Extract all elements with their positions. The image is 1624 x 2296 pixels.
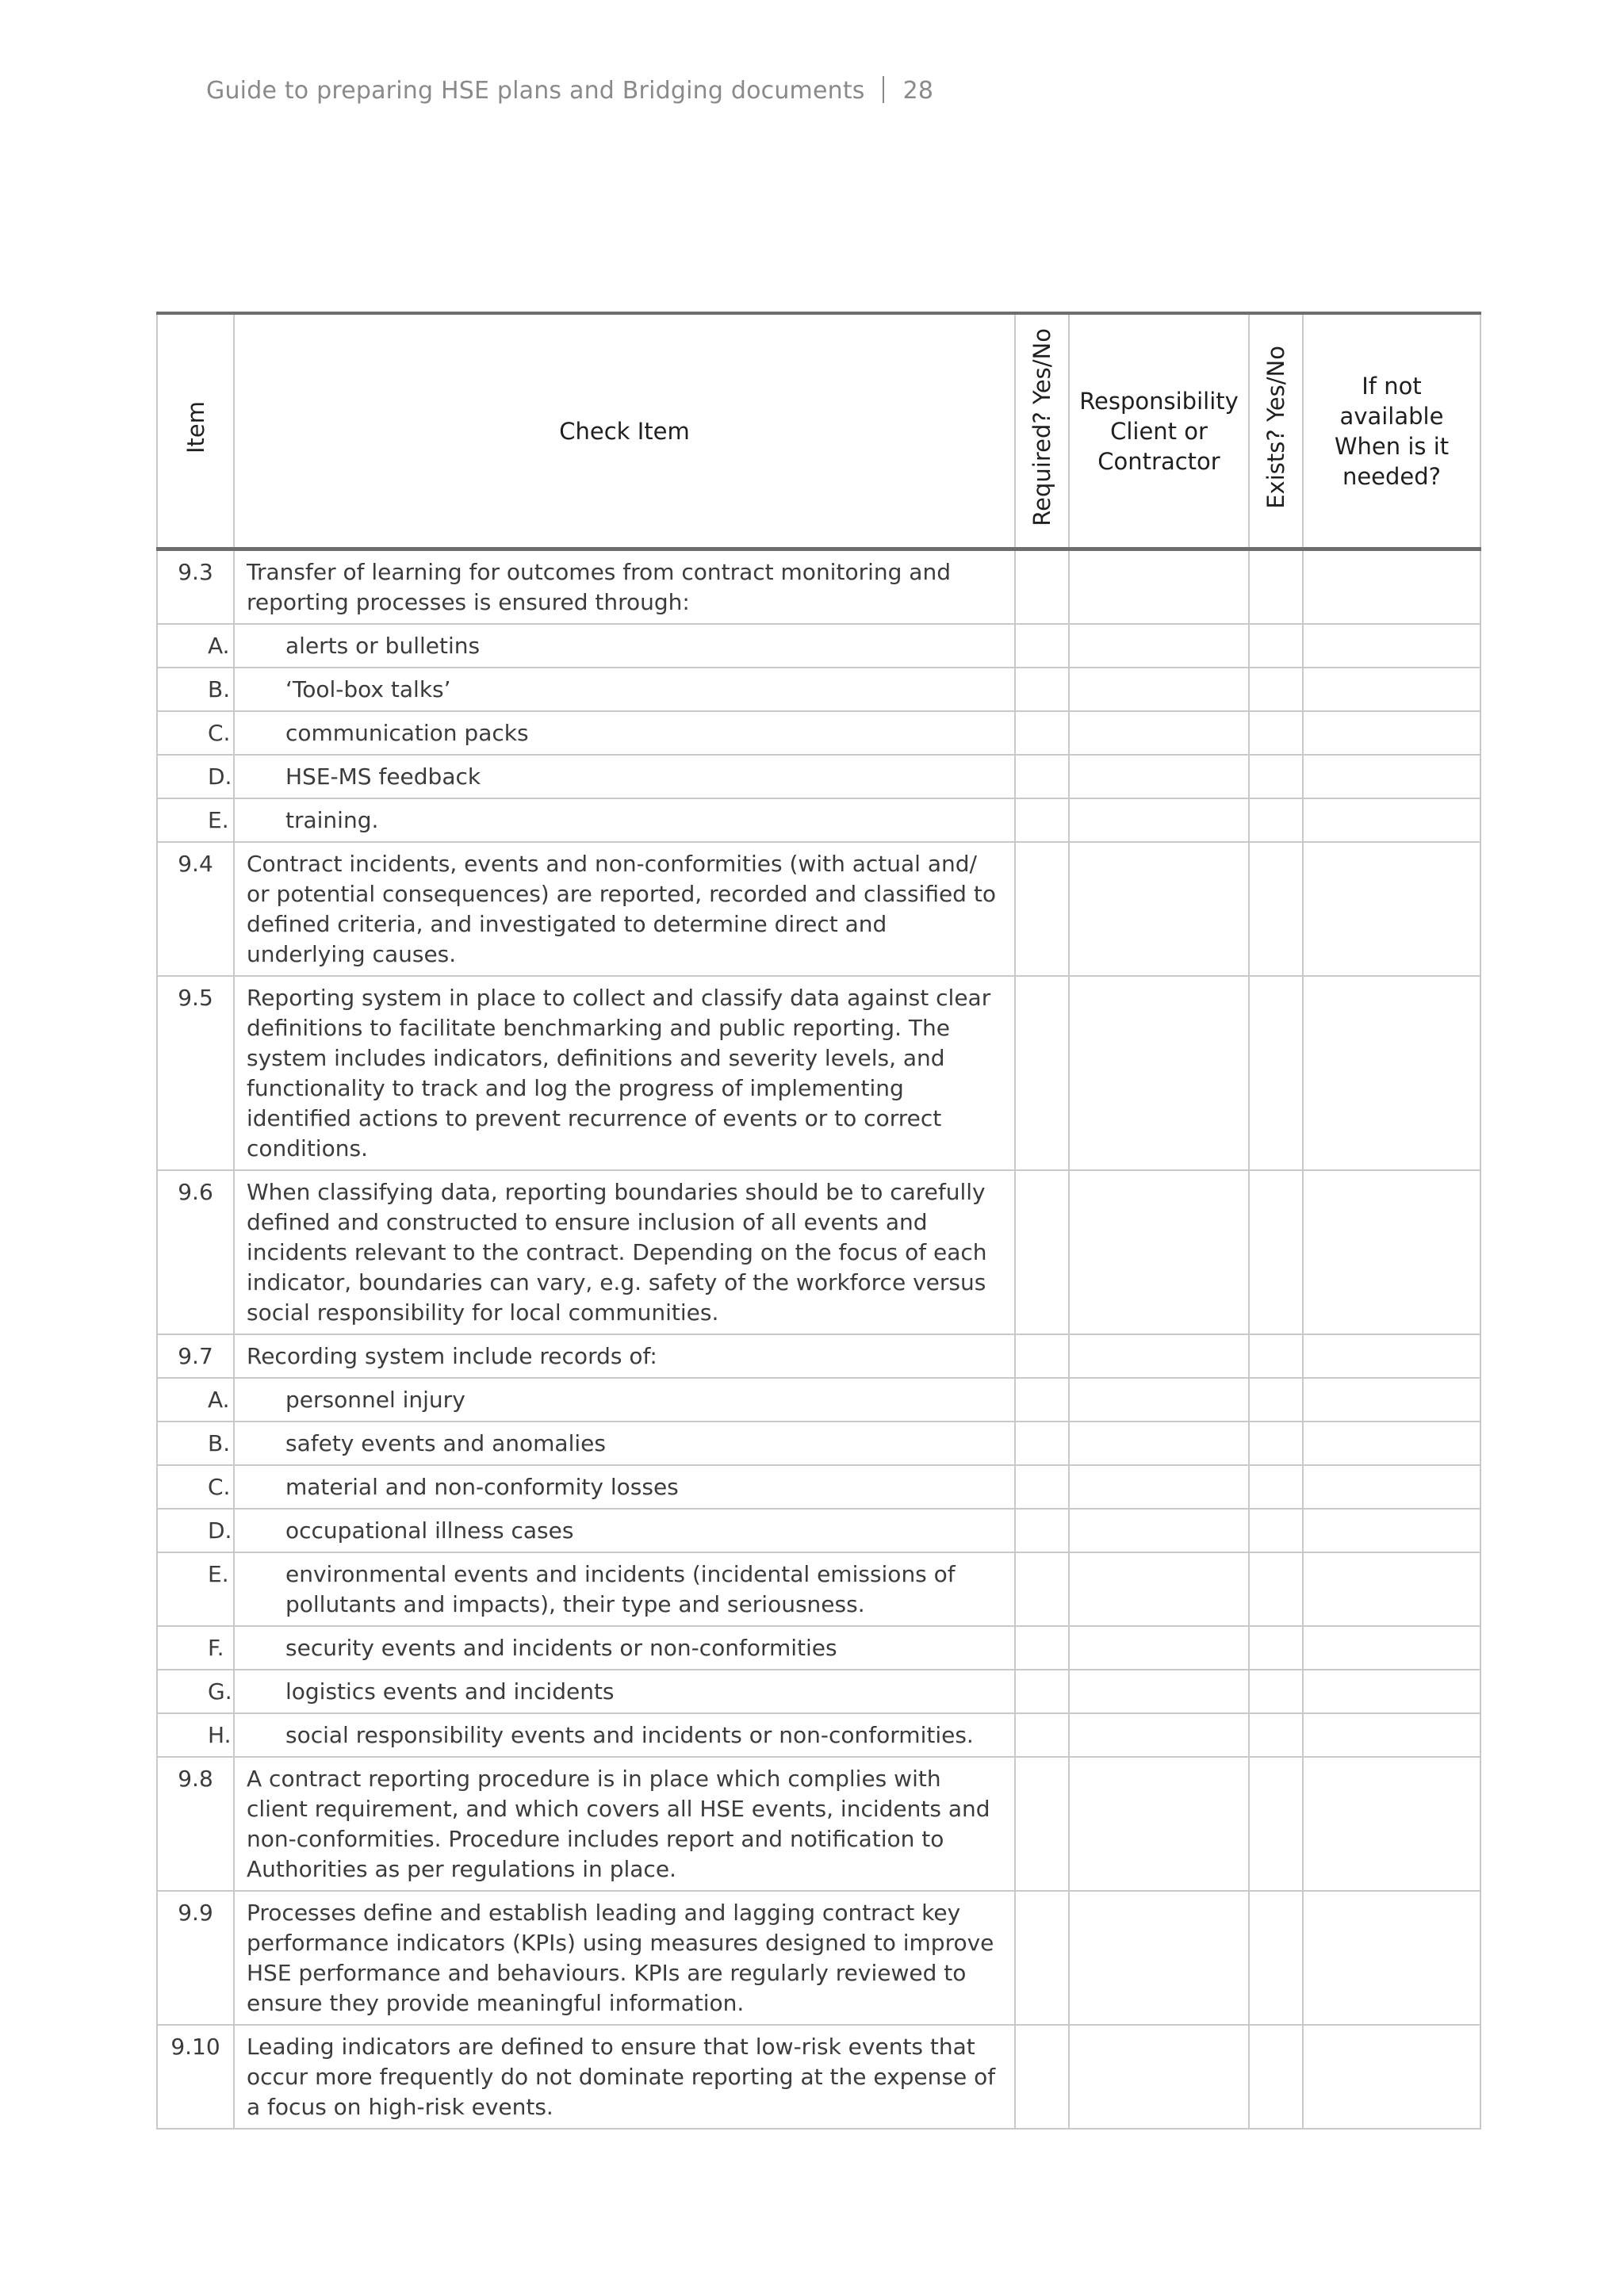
if-not-available-answer-cell[interactable] [1303,1626,1480,1670]
sub-item-text: ‘Tool-box talks’ [285,676,451,702]
if-not-available-answer-cell[interactable] [1303,668,1480,711]
check-item-text: Leading indicators are defined to ensure that low-risk events that occur more frequently do not dominate reporting at the expense of a focus on high-risk events. [247,2034,996,2120]
item-number-cell: 9.6 [157,1170,234,1334]
responsibility-answer-cell[interactable] [1069,1509,1249,1552]
sub-item [208,1559,1002,1620]
responsibility-answer-cell[interactable] [1069,668,1249,711]
table-row [157,1509,1480,1552]
exists-answer-cell[interactable] [1249,549,1303,625]
check-item-cell [234,1334,1015,1378]
exists-answer-cell[interactable] [1249,1465,1303,1509]
sub-item [208,631,1002,661]
responsibility-answer-cell[interactable] [1069,2025,1249,2129]
exists-answer-cell[interactable] [1249,711,1303,755]
exists-answer-cell[interactable] [1249,1170,1303,1334]
check-item-cell [208,668,1015,711]
sub-item-text: HSE-MS feedback [285,763,481,790]
document-title: Guide to preparing HSE plans and Bridging documents [206,77,865,105]
sub-item-text: safety events and anomalies [285,1430,606,1456]
check-item-text: Contract incidents, events and non-conformities (with actual and/ or potential consequences) are reported, recorded and classified to defined criteria, and investigated to determine direct and underlying causes. [247,851,996,967]
required-answer-cell[interactable] [1015,976,1069,1170]
if-not-available-answer-cell[interactable] [1303,549,1480,625]
sub-item-text: occupational illness cases [285,1517,574,1544]
running-header [206,76,933,105]
required-answer-cell[interactable] [1015,1713,1069,1757]
required-answer-cell[interactable] [1015,1757,1069,1891]
responsibility-answer-cell[interactable] [1069,798,1249,842]
sub-item-text: personnel injury [285,1387,465,1413]
column-header-if-not-available: If not available When is it needed? [1303,313,1480,549]
responsibility-answer-cell[interactable] [1069,976,1249,1170]
responsibility-answer-cell[interactable] [1069,1378,1249,1422]
exists-answer-cell[interactable] [1249,1509,1303,1552]
check-item-cell [234,549,1015,625]
responsibility-answer-cell[interactable] [1069,1334,1249,1378]
required-answer-cell[interactable] [1015,711,1069,755]
item-number-cell: 9.3 [157,549,234,625]
exists-answer-cell[interactable] [1249,2025,1303,2129]
sub-item [208,1516,1002,1546]
column-header-responsibility: Responsibility Client or Contractor [1069,313,1249,549]
if-not-available-answer-cell[interactable] [1303,755,1480,798]
responsibility-answer-cell[interactable] [1069,1422,1249,1465]
table-row [157,2025,1480,2129]
sub-item [208,675,1002,705]
exists-answer-cell[interactable] [1249,1552,1303,1626]
sub-item [208,1429,1002,1459]
exists-answer-cell[interactable] [1249,1378,1303,1422]
sub-item [208,1385,1002,1415]
sub-item-text: logistics events and incidents [285,1678,615,1705]
if-not-available-answer-cell[interactable] [1303,976,1480,1170]
sub-item-letter: B. [208,1430,231,1456]
sub-item-text: material and non-conformity losses [285,1474,679,1500]
required-answer-cell[interactable] [1015,624,1069,668]
if-not-available-answer-cell[interactable] [1303,1713,1480,1757]
exists-answer-cell[interactable] [1249,624,1303,668]
if-not-available-answer-cell[interactable] [1303,711,1480,755]
sub-item-letter: F. [208,1635,224,1661]
exists-answer-cell[interactable] [1249,1757,1303,1891]
table-row [157,1757,1480,1891]
required-answer-cell[interactable] [1015,755,1069,798]
check-item-text: Recording system include records of: [247,1343,657,1369]
responsibility-answer-cell[interactable] [1069,755,1249,798]
sub-item-letter: D. [208,763,232,790]
sub-item-text: social responsibility events and incidents or non-conformities. [285,1722,974,1748]
required-answer-cell[interactable] [1015,1465,1069,1509]
check-item-cell [208,1378,1015,1422]
required-answer-cell[interactable] [1015,1378,1069,1422]
if-not-available-answer-cell[interactable] [1303,1670,1480,1713]
required-answer-cell[interactable] [1015,2025,1069,2129]
check-item-cell [234,1170,1015,1334]
sub-item-letter: C. [208,720,231,746]
if-not-available-answer-cell[interactable] [1303,798,1480,842]
table-row [157,1170,1480,1334]
check-item-cell [208,1713,1015,1757]
if-not-available-answer-cell[interactable] [1303,1552,1480,1626]
column-header-required: Required? Yes/No [1015,313,1069,549]
responsibility-answer-cell[interactable] [1069,1713,1249,1757]
sub-item-letter: A. [208,633,230,659]
table-row [157,1713,1480,1757]
sub-item-letter: E. [208,807,229,833]
page-number: 28 [902,77,934,105]
sub-item-text: environmental events and incidents (incidental emissions of pollutants and impacts), their type and seriousness. [285,1561,956,1617]
sub-item-letter: G. [208,1678,232,1705]
table-row [157,976,1480,1170]
required-answer-cell[interactable] [1015,1334,1069,1378]
check-item-text: When classifying data, reporting boundaries should be to carefully defined and constructed to ensure inclusion of all events and incidents relevant to the contract. Depending on the focus of each indicator, boundaries can vary, e.g. safety of the workforce versus social responsibility for local communities. [247,1179,987,1326]
if-not-available-answer-cell[interactable] [1303,2025,1480,2129]
check-item-cell [234,1757,1015,1891]
exists-answer-cell[interactable] [1249,1334,1303,1378]
responsibility-answer-cell[interactable] [1069,1891,1249,2025]
item-number-cell: 9.5 [157,976,234,1170]
check-item-cell [234,842,1015,976]
header-divider [883,76,884,103]
sub-item [208,762,1002,792]
table-row [157,1422,1480,1465]
sub-item [208,1720,1002,1751]
table-row [157,1891,1480,2025]
column-header-check-item: Check Item [234,313,1015,549]
required-answer-cell[interactable] [1015,1422,1069,1465]
if-not-available-answer-cell[interactable] [1303,1891,1480,2025]
check-item-cell [208,1422,1015,1465]
responsibility-answer-cell[interactable] [1069,1757,1249,1891]
table-row [157,1378,1480,1422]
sub-item [208,1633,1002,1663]
sub-item-text: security events and incidents or non-conformities [285,1635,837,1661]
responsibility-answer-cell[interactable] [1069,711,1249,755]
required-answer-cell[interactable] [1015,1509,1069,1552]
table-row [157,842,1480,976]
exists-answer-cell[interactable] [1249,976,1303,1170]
if-not-available-answer-cell[interactable] [1303,624,1480,668]
hse-checklist-table [156,312,1481,2130]
item-number-cell: 9.10 [157,2025,234,2129]
check-item-cell [208,1670,1015,1713]
sub-item [208,718,1002,748]
check-item-text: Processes define and establish leading and lagging contract key performance indicators (KPIs) using measures designed to improve HSE performance and behaviours. KPIs are regularly reviewed to ensure they provide meaningful information. [247,1900,994,2016]
sub-item-letter: E. [208,1561,229,1587]
responsibility-answer-cell[interactable] [1069,1552,1249,1626]
responsibility-answer-cell[interactable] [1069,1670,1249,1713]
check-item-cell [208,711,1015,755]
required-answer-cell[interactable] [1015,1626,1069,1670]
column-header-item: Item [157,313,234,549]
check-item-cell [208,1465,1015,1509]
required-answer-cell[interactable] [1015,1552,1069,1626]
check-item-cell [208,755,1015,798]
if-not-available-answer-cell[interactable] [1303,1757,1480,1891]
responsibility-answer-cell[interactable] [1069,842,1249,976]
column-header-exists: Exists? Yes/No [1249,313,1303,549]
required-answer-cell[interactable] [1015,842,1069,976]
exists-answer-cell[interactable] [1249,755,1303,798]
if-not-available-answer-cell[interactable] [1303,1334,1480,1378]
responsibility-answer-cell[interactable] [1069,549,1249,625]
if-not-available-answer-cell[interactable] [1303,842,1480,976]
exists-answer-cell[interactable] [1249,798,1303,842]
required-answer-cell[interactable] [1015,798,1069,842]
required-answer-cell[interactable] [1015,1670,1069,1713]
table-row [157,798,1480,842]
responsibility-answer-cell[interactable] [1069,1170,1249,1334]
exists-answer-cell[interactable] [1249,1891,1303,2025]
required-answer-cell[interactable] [1015,668,1069,711]
if-not-available-answer-cell[interactable] [1303,1170,1480,1334]
sub-item [208,1677,1002,1707]
table-row [157,1465,1480,1509]
required-answer-cell[interactable] [1015,549,1069,625]
sub-item [208,806,1002,836]
responsibility-answer-cell[interactable] [1069,1465,1249,1509]
table-row [157,668,1480,711]
sub-item-letter: B. [208,676,231,702]
check-item-cell [234,2025,1015,2129]
sub-item-letter: A. [208,1387,230,1413]
if-not-available-answer-cell[interactable] [1303,1422,1480,1465]
table-row [157,1334,1480,1378]
table-row [157,1670,1480,1713]
exists-answer-cell[interactable] [1249,1670,1303,1713]
check-item-cell [234,1891,1015,2025]
check-item-cell [234,976,1015,1170]
item-number-cell: 9.8 [157,1757,234,1891]
check-item-text: A contract reporting procedure is in place which complies with client requirement, and which covers all HSE events, incidents and non-conformities. Procedure includes report and notification to Authorities as per regulations in place. [247,1766,990,1882]
exists-answer-cell[interactable] [1249,1713,1303,1757]
sub-item-letter: D. [208,1517,232,1544]
exists-answer-cell[interactable] [1249,668,1303,711]
table-body [157,549,1480,2130]
sub-item-text: communication packs [285,720,529,746]
table-header-row [157,313,1480,549]
table-row [157,755,1480,798]
table-row [157,1626,1480,1670]
item-number-cell: 9.4 [157,842,234,976]
if-not-available-answer-cell[interactable] [1303,1509,1480,1552]
check-item-cell [208,1552,1015,1626]
required-answer-cell[interactable] [1015,1891,1069,2025]
item-number-cell: 9.7 [157,1334,234,1378]
exists-answer-cell[interactable] [1249,842,1303,976]
required-answer-cell[interactable] [1015,1170,1069,1334]
sub-item-letter: C. [208,1474,231,1500]
sub-item-text: alerts or bulletins [285,633,481,659]
exists-answer-cell[interactable] [1249,1626,1303,1670]
sub-item [208,1472,1002,1502]
table-row [157,1552,1480,1626]
check-item-text: Reporting system in place to collect and classify data against clear definitions to facilitate benchmarking and public reporting. The system includes indicators, definitions and severity levels, and functionality to track and log the progress of implementing identified actions to prevent recurrence of events or to correct conditions. [247,985,991,1161]
if-not-available-answer-cell[interactable] [1303,1465,1480,1509]
if-not-available-answer-cell[interactable] [1303,1378,1480,1422]
check-item-cell [208,798,1015,842]
table-row [157,711,1480,755]
check-item-cell [208,1626,1015,1670]
sub-item-text: training. [285,807,379,833]
table-row [157,624,1480,668]
check-item-cell [208,1509,1015,1552]
responsibility-answer-cell[interactable] [1069,1626,1249,1670]
sub-item-letter: H. [208,1722,232,1748]
check-item-cell [208,624,1015,668]
table-row [157,549,1480,625]
exists-answer-cell[interactable] [1249,1422,1303,1465]
item-number-cell: 9.9 [157,1891,234,2025]
responsibility-answer-cell[interactable] [1069,624,1249,668]
check-item-text: Transfer of learning for outcomes from contract monitoring and reporting processes is ensured through: [247,559,951,615]
